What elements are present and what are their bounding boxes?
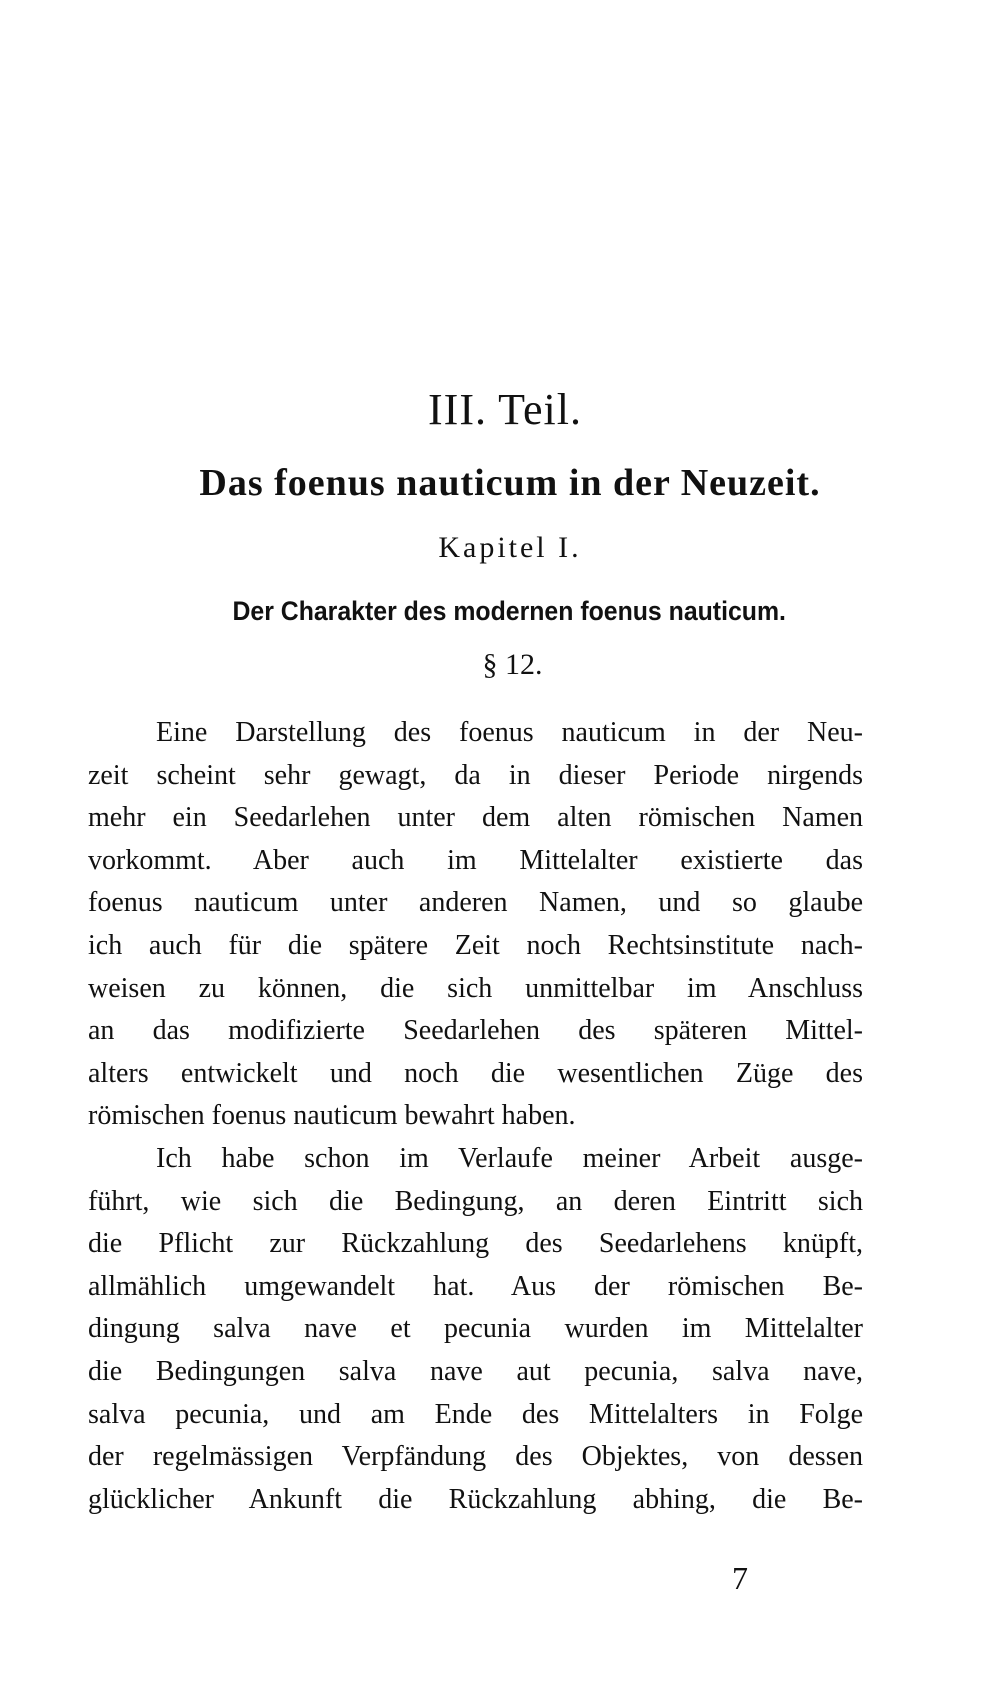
part-subtitle: Das foenus nauticum in der Neuzeit.	[199, 462, 821, 504]
text-line: salva pecunia, und am Ende des Mittelalters in Folge	[88, 1398, 863, 1430]
text-line: Ich habe schon im Verlaufe meiner Arbeit ausge-	[156, 1142, 863, 1174]
part-title: III. Teil.	[428, 385, 582, 434]
text-line: zeit scheint sehr gewagt, da in dieser Periode nirgends	[88, 759, 863, 791]
text-line: die Pflicht zur Rückzahlung des Seedarlehens knüpft,	[88, 1228, 863, 1260]
text-line: glücklicher Ankunft die Rückzahlung abhing, die Be-	[88, 1483, 863, 1515]
paragraph-1	[88, 712, 863, 1138]
section-number: § 12.	[482, 648, 543, 681]
body-text	[88, 712, 863, 1521]
text-line: die Bedingungen salva nave aut pecunia, salva nave,	[88, 1355, 863, 1387]
chapter-label: Kapitel I.	[438, 531, 582, 564]
text-line: vorkommt. Aber auch im Mittelalter existierte das	[88, 844, 863, 876]
text-line: weisen zu können, die sich unmittelbar im Anschluss	[88, 972, 863, 1004]
text-line: römischen foenus nauticum bewahrt haben.	[88, 1100, 576, 1132]
text-line: Eine Darstellung des foenus nauticum in der Neu-	[156, 717, 863, 748]
text-line: der regelmässigen Verpfändung des Objektes, von dessen	[88, 1441, 863, 1473]
text-line: führt, wie sich die Bedingung, an deren Eintritt sich	[88, 1185, 863, 1217]
page-number: 7	[732, 1560, 748, 1596]
text-line: allmählich umgewandelt hat. Aus der römischen Be-	[88, 1270, 863, 1302]
text-line: foenus nauticum unter anderen Namen, und so glaube	[88, 887, 863, 919]
text-line: ich auch für die spätere Zeit noch Rechtsinstitute nach-	[88, 929, 863, 961]
text-line: mehr ein Seedarlehen unter dem alten römischen Namen	[88, 802, 863, 834]
text-line: dingung salva nave et pecunia wurden im Mittelalter	[88, 1313, 863, 1345]
paragraph-2	[88, 1138, 863, 1521]
text-line: alters entwickelt und noch die wesentlichen Züge des	[88, 1057, 863, 1089]
chapter-title: Der Charakter des modernen foenus nauticum.	[232, 596, 786, 626]
text-line: an das modifizierte Seedarlehen des späteren Mittel-	[88, 1015, 863, 1047]
